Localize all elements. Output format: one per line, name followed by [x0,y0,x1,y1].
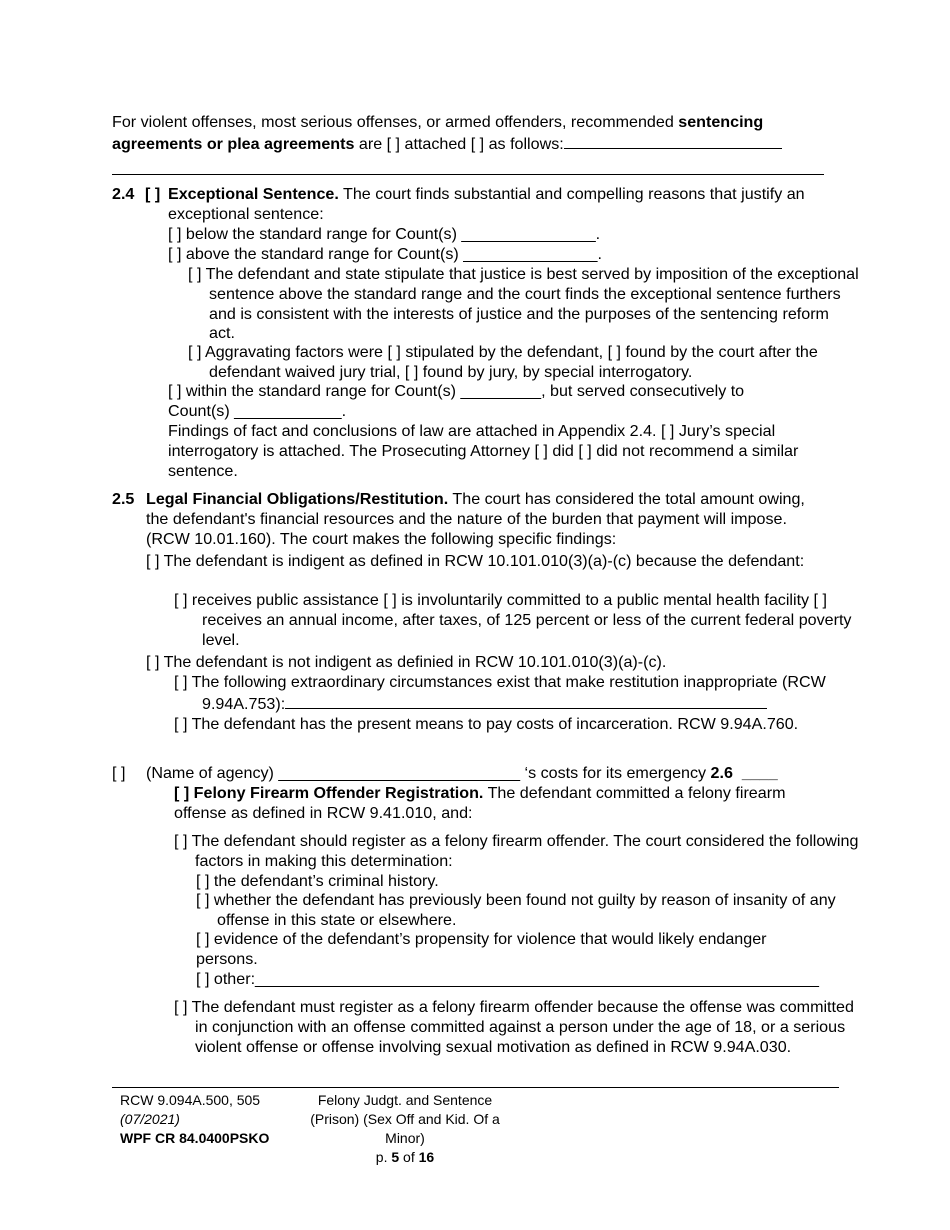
footer-title: Felony Judgt. and Sentence (Prison) (Sex Off and Kid. Of a Minor) [310,1092,500,1146]
section-2-6-insanity: [ ] whether the defendant has previously been found not guilty by reason of insanity of any offense in this state or elsewhere. [196,891,836,929]
section-2-6-title: [ ] Felony Firearm Offender Registration. [174,784,484,802]
footer-rule [112,1087,839,1088]
section-2-5-not-indigent: [ ] The defendant is not indigent as definied in RCW 10.101.010(3)(a)-(c). [146,653,667,671]
section-2-4-title: Exceptional Sentence. [168,185,339,203]
section-2-6-intro: The defendant committed a felony firearm offense as defined in RCW 9.41.010, and: [174,784,786,822]
footer-rcw: RCW 9.094A.500, 505 [120,1092,261,1108]
agency-section-number: 2.6 [710,764,733,782]
section-2-6-heading [174,784,838,824]
section-2-5-number: 2.5 [112,490,135,508]
section-2-4-stipulate: [ ] The defendant and state stipulate that justice is best served by imposition of the exceptional sentence above the standard range and the court finds the exceptional sentence furthers and is consistent with the interests of justice and the purposes of the sentencing reform act. [188,265,859,343]
section-2-5-indigent: [ ] The defendant is indigent as defined in RCW 10.101.010(3)(a)-(c) because the defendant: [146,552,805,570]
extraordinary-blank [285,693,767,709]
section-2-4-findings: Findings of fact and conclusions of law are attached in Appendix 2.4. [ ] Jury’s special interrogatory is attached. The Prosecuting Attorney [ ] did [ ] did not recommend a similar sentence. [168,422,799,480]
section-2-4-heading [168,185,834,225]
agency-check: [ ] [112,764,126,782]
section-2-6-must: [ ] The defendant must register as a felony firearm offender because the offense was committed in conjunction with an offense committed against a person under the age of 18, or a serious violent offense or offense involving sexual motivation as defined in RCW 9.94A.030. [174,998,854,1056]
section-2-6-propensity: [ ] evidence of the defendant’s propensity for violence that would likely endanger persons. [196,930,767,968]
section-2-5-title: Legal Financial Obligations/Restitution. [146,490,449,508]
section-2-4-below: [ ] below the standard range for Count(s) _______________. [168,225,601,243]
intro-paragraph [112,113,832,155]
section-2-5-receives: [ ] receives public assistance [ ] is involuntarily committed to a public mental health facility [ ] receives an annual income, after taxes, of 125 percent or less of the current federal poverty level. [174,591,852,649]
intro-bold: sentencing agreements or plea agreements [112,113,764,153]
section-2-4-number: 2.4 [112,185,135,203]
section-2-5-heading [146,490,828,549]
section-2-5-intro: The court has considered the total amount owing, the defendant's financial resources and the nature of the burden that payment will impose. (RCW 10.01.160). The court makes the following specific findings: [146,490,805,548]
intro-text-end: are [ ] attached [ ] as follows: [354,134,564,153]
section-2-6-other: [ ] other:_______________________________________________________________ [196,970,819,988]
intro-text: For violent offenses, most serious offenses, or armed offenders, recommended [112,113,679,131]
section-2-4-check: [ ] [145,185,161,203]
agency-blank: ____ [741,764,778,782]
footer-page-number: 5 [391,1149,400,1165]
section-2-4-within: [ ] within the standard range for Count(s) _________, but served consecutively to Count(s) ____________. [168,382,745,420]
footer-form-number: WPF CR 84.0400PSKO [120,1130,270,1146]
footer-center [305,1091,505,1167]
section-2-4-above: [ ] above the standard range for Count(s) _______________. [168,245,602,263]
agency-line [146,764,778,784]
intro-blank [564,133,782,149]
section-2-6-should: [ ] The defendant should register as a felony firearm offender. The court considered the following factors in making this determination: [174,832,859,870]
section-2-5-present-means: [ ] The defendant has the present means to pay costs of incarceration. RCW 9.94A.760. [174,715,799,733]
footer-date: (07/2021) [120,1111,180,1127]
footer-left [120,1091,300,1148]
footer-page-total: 16 [418,1149,435,1165]
intro-rule [112,174,824,175]
footer-page: p. 5 of 16 [375,1149,435,1165]
extraordinary-text: [ ] The following extraordinary circumstances exist that make restitution inappropriate (RCW 9.94A.753): [174,673,826,713]
section-2-6-history: [ ] the defendant’s criminal history. [196,872,439,890]
section-2-4-intro: The court finds substantial and compelling reasons that justify an exceptional sentence: [168,185,805,223]
section-2-5-extraordinary [174,673,838,715]
section-2-4-aggravating: [ ] Aggravating factors were [ ] stipulated by the defendant, [ ] found by the court after the defendant waived jury trial, [ ] found by jury, by special interrogatory. [188,343,818,381]
agency-text: (Name of agency) ___________________________ ‘s costs for its emergency [146,764,711,782]
